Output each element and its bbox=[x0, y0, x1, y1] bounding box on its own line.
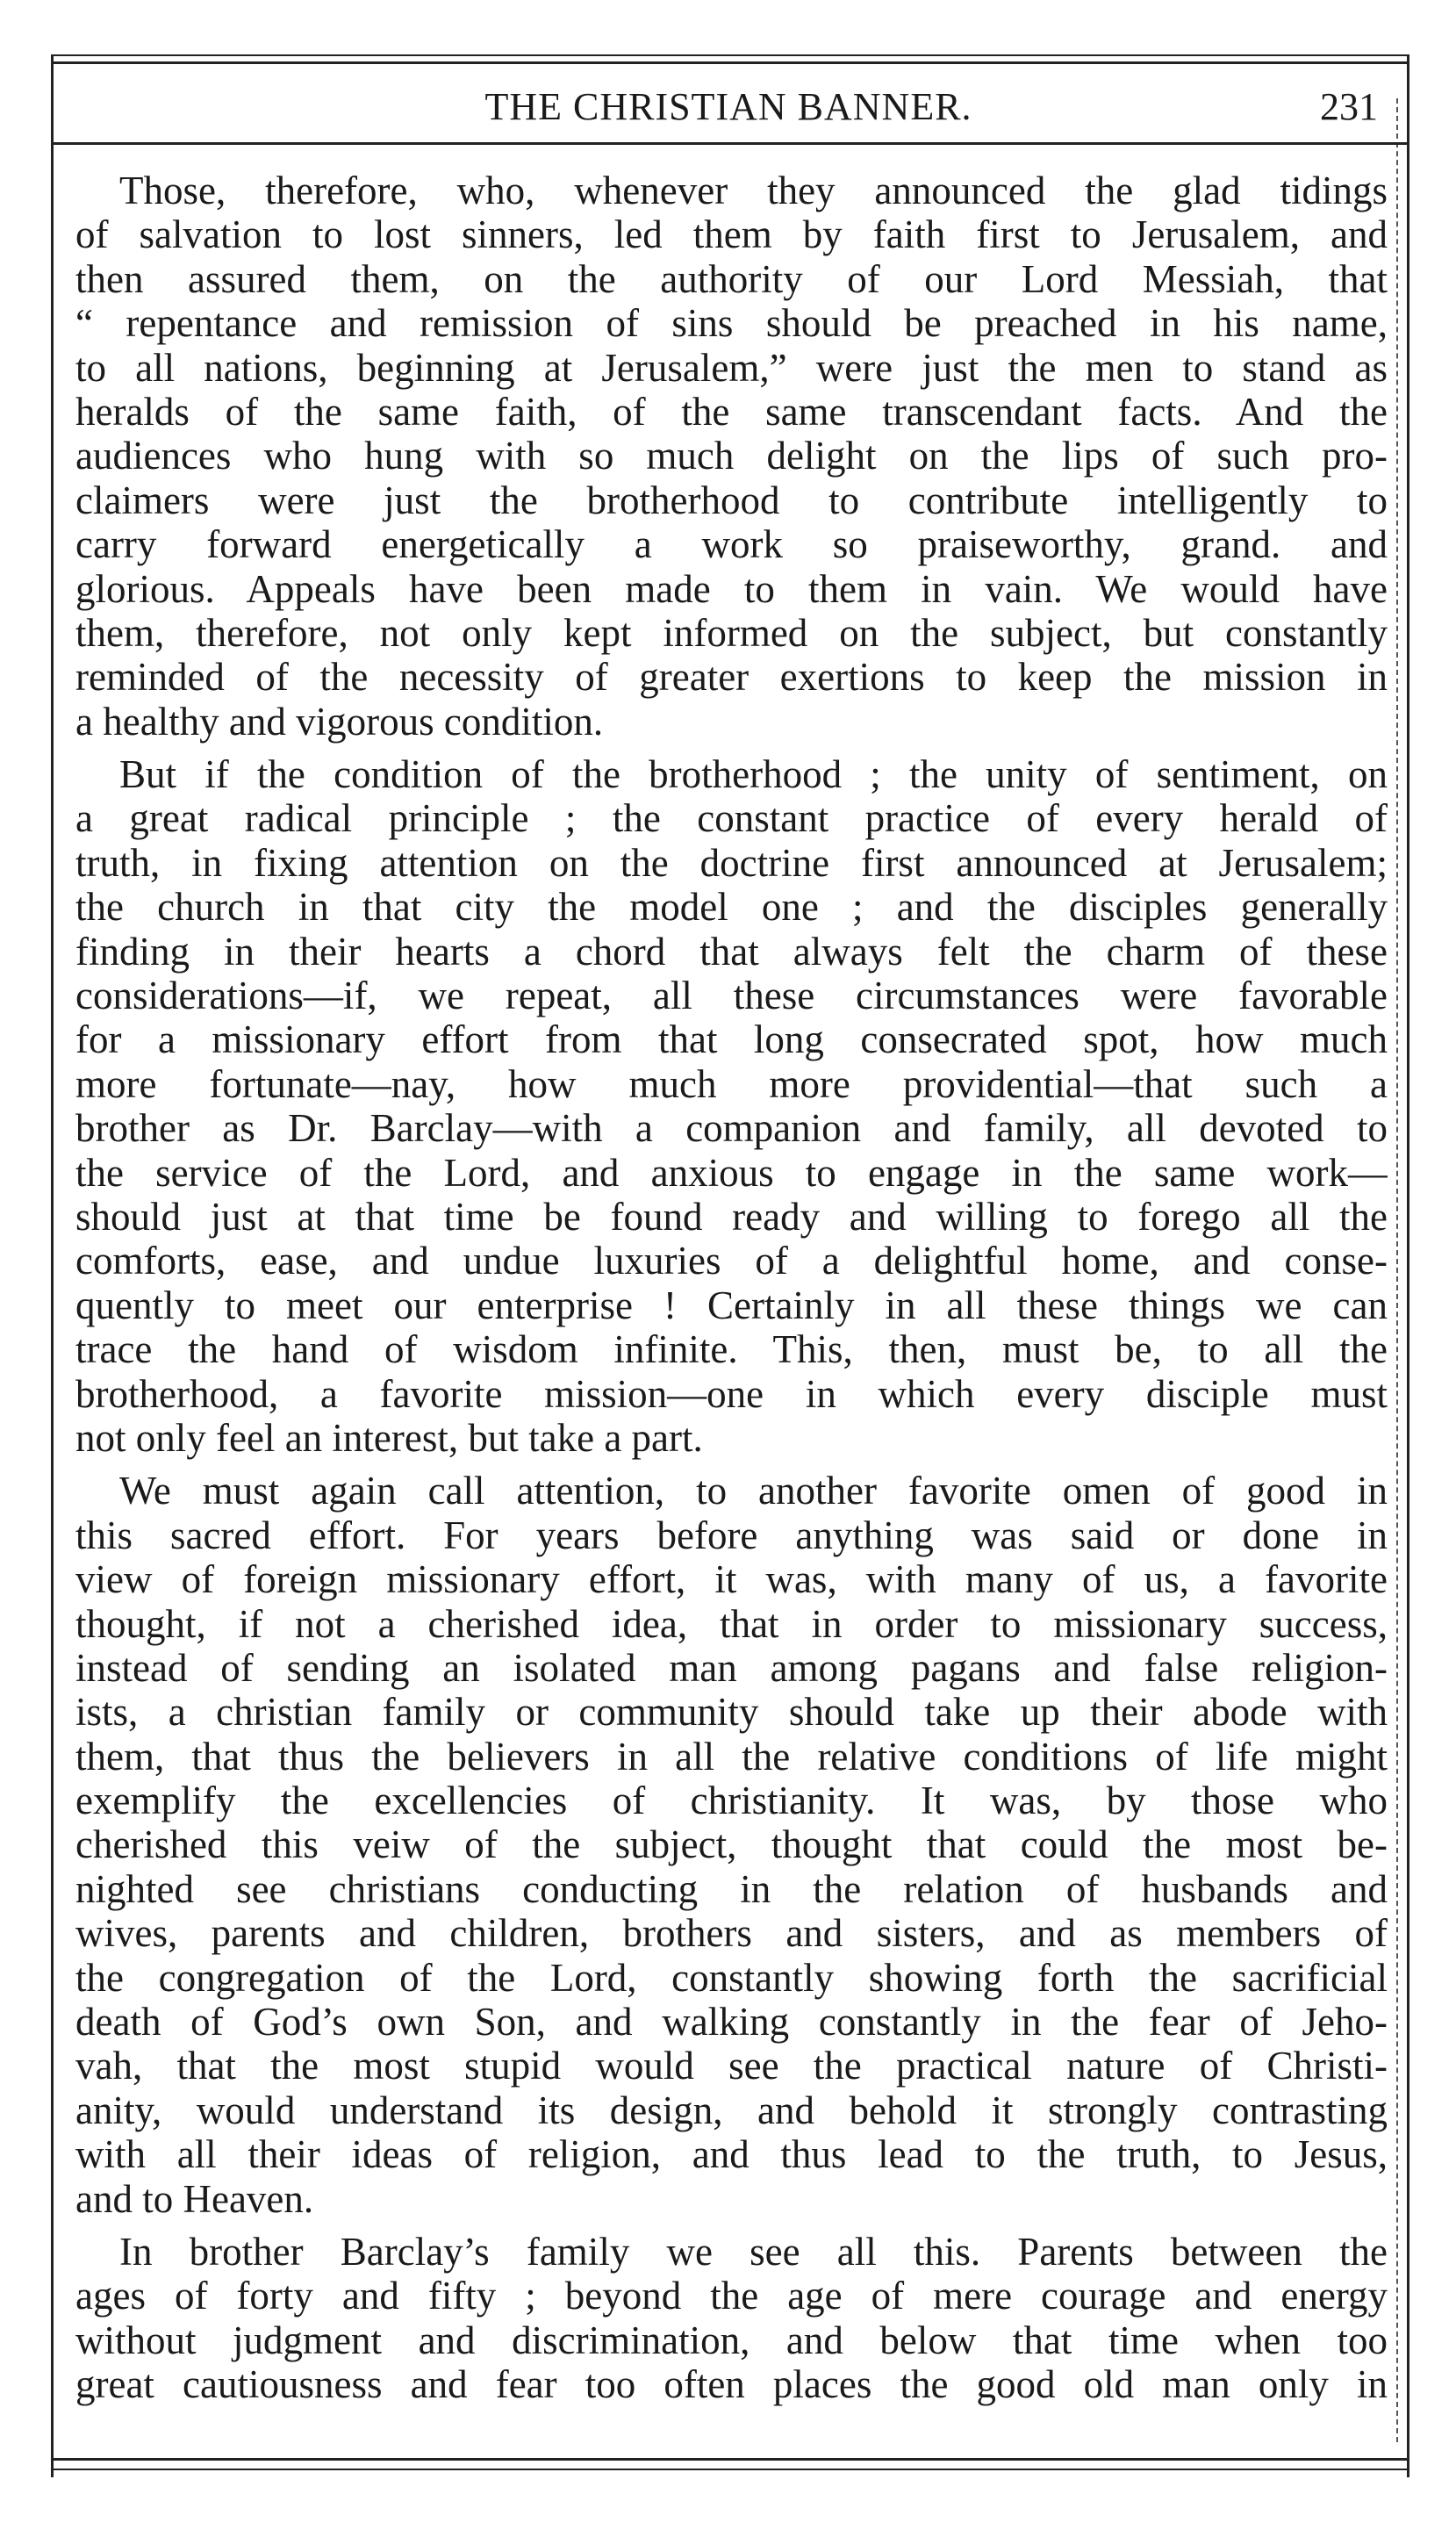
text-line: heralds of the same faith, of the same transcendant facts. And the bbox=[75, 389, 1388, 434]
text-line: death of God’s own Son, and walking constantly in the fear of Jeho- bbox=[75, 2000, 1388, 2045]
text-line: nighted see christians conducting in the relation of husbands and bbox=[75, 1866, 1388, 1911]
paragraph-4 bbox=[75, 2230, 1388, 2407]
text-line: to all nations, beginning at Jerusalem,” were just the men to stand as bbox=[75, 345, 1388, 390]
text-line: ages of forty and fifty ; beyond the age of mere courage and energy bbox=[75, 2274, 1388, 2318]
bottom-rule-thin bbox=[51, 2469, 1409, 2470]
text-line: finding in their hearts a chord that always felt the charm of these bbox=[75, 929, 1388, 974]
text-line: a great radical principle ; the constant practice of every herald of bbox=[75, 796, 1388, 841]
text-line: reminded of the necessity of greater exertions to keep the mission in bbox=[75, 655, 1388, 700]
text-line: brother as Dr. Barclay—with a companion and family, all devoted to bbox=[75, 1106, 1388, 1151]
running-head bbox=[70, 79, 1387, 140]
bottom-rule-thick bbox=[51, 2458, 1409, 2461]
text-line: them, that thus the believers in all the relative conditions of life might bbox=[75, 1734, 1388, 1779]
text-line: this sacred effort. For years before anything was said or done in bbox=[75, 1513, 1388, 1557]
journal-title: THE CHRISTIAN BANNER. bbox=[484, 85, 972, 128]
text-line: comforts, ease, and undue luxuries of a delightful home, and conse- bbox=[75, 1239, 1388, 1283]
text-line: wives, parents and children, brothers and sisters, and as members of bbox=[75, 1911, 1388, 1956]
text-line: great cautiousness and fear too often places the good old man only in bbox=[75, 2362, 1388, 2407]
text-line: for a missionary effort from that long consecrated spot, how much bbox=[75, 1017, 1388, 1062]
text-line: view of foreign missionary effort, it was, with many of us, a favorite bbox=[75, 1557, 1388, 1602]
text-line: more fortunate—nay, how much more providential—that such a bbox=[75, 1061, 1388, 1106]
text-line: quently to meet our enterprise ! Certainly in all these things we can bbox=[75, 1283, 1388, 1327]
text-line: then assured them, on the authority of our Lord Messiah, that bbox=[75, 256, 1388, 301]
text-line: carry forward energetically a work so praiseworthy, grand. and bbox=[75, 522, 1388, 567]
page-number: 231 bbox=[1320, 85, 1378, 128]
text-line: of salvation to lost sinners, led them by faith first to Jerusalem, and bbox=[75, 212, 1388, 257]
text-line: instead of sending an isolated man among pagans and false religion- bbox=[75, 1645, 1388, 1690]
text-line: the congregation of the Lord, constantly showing forth the sacrificial bbox=[75, 1955, 1388, 2000]
text-line: the service of the Lord, and anxious to engage in the same work— bbox=[75, 1150, 1388, 1195]
text-line: brotherhood, a favorite mission—one in which every disciple must bbox=[75, 1371, 1388, 1416]
text-line: the church in that city the model one ; and the disciples generally bbox=[75, 885, 1388, 930]
text-line: Those, therefore, who, whenever they announced the glad tidings bbox=[119, 169, 1388, 212]
text-line: We must again call attention, to another favorite omen of good in bbox=[119, 1469, 1388, 1513]
text-line: glorious. Appeals have been made to them in vain. We would have bbox=[75, 566, 1388, 611]
text-line: vah, that the most stupid would see the practical nature of Christi- bbox=[75, 2044, 1388, 2088]
text-line: and to Heaven. bbox=[75, 2176, 314, 2221]
header-rule bbox=[51, 142, 1409, 145]
text-line: But if the condition of the brotherhood ; the unity of sentiment, on bbox=[119, 752, 1388, 797]
text-line: not only feel an interest, but take a part. bbox=[75, 1415, 703, 1460]
text-line: cherished this veiw of the subject, thought that could the most be- bbox=[75, 1822, 1388, 1867]
article-body bbox=[75, 169, 1388, 2451]
text-line: them, therefore, not only kept informed on the subject, but constantly bbox=[75, 610, 1388, 655]
text-line: ists, a christian family or community should take up their abode with bbox=[75, 1690, 1388, 1735]
paragraph-3 bbox=[75, 1469, 1388, 2221]
text-line: exemplify the excellencies of christianity. It was, by those who bbox=[75, 1779, 1388, 1823]
text-line: In brother Barclay’s family we see all this. Parents between the bbox=[119, 2229, 1388, 2274]
text-line: considerations—if, we repeat, all these circumstances were favorable bbox=[75, 974, 1388, 1018]
text-line: truth, in fixing attention on the doctrine first announced at Jerusalem; bbox=[75, 840, 1388, 885]
text-line: thought, if not a cherished idea, that in order to missionary success, bbox=[75, 1601, 1388, 1646]
text-line: claimers were just the brotherhood to contribute intelligently to bbox=[75, 478, 1388, 522]
text-line: should just at that time be found ready and willing to forego all the bbox=[75, 1194, 1388, 1239]
paragraph-1 bbox=[75, 169, 1388, 744]
text-line: audiences who hung with so much delight on the lips of such pro- bbox=[75, 434, 1388, 478]
text-line: anity, would understand its design, and behold it strongly contrasting bbox=[75, 2088, 1388, 2132]
text-line: trace the hand of wisdom infinite. This, then, must be, to all the bbox=[75, 1327, 1388, 1372]
text-line: a healthy and vigorous condition. bbox=[75, 699, 604, 744]
paragraph-2 bbox=[75, 752, 1388, 1460]
text-line: “ repentance and remission of sins should be preached in his name, bbox=[75, 301, 1388, 346]
text-line: without judgment and discrimination, and below that time when too bbox=[75, 2318, 1388, 2362]
text-line: with all their ideas of religion, and thus lead to the truth, to Jesus, bbox=[75, 2132, 1388, 2177]
